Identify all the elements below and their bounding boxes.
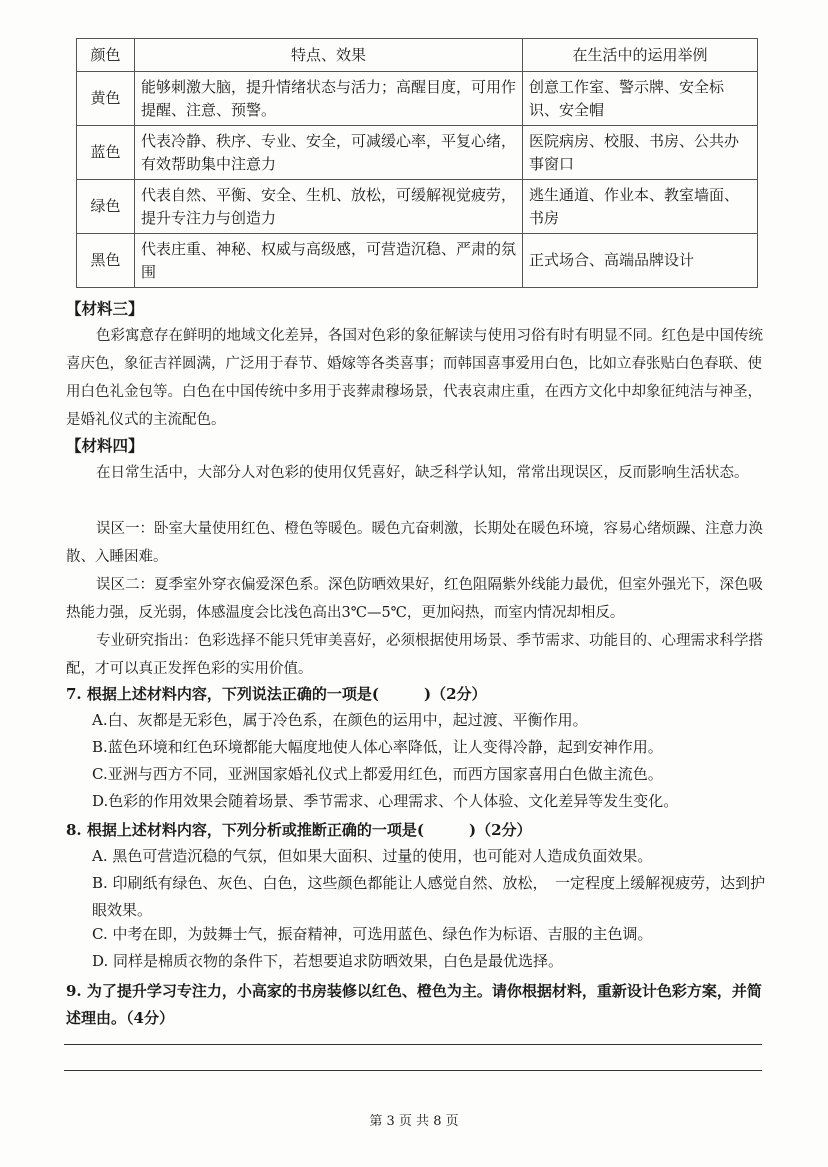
question-7-option-c: C.亚洲与西方不同，亚洲国家婚礼仪式上都爱用红色，而西方国家喜用白色做主流色。 (92, 765, 663, 783)
cell-color: 蓝色 (77, 126, 135, 180)
table-row (77, 72, 758, 126)
color-table (76, 38, 758, 288)
material4-title: 【材料四】 (66, 436, 144, 455)
material4-paragraph: 在日常生活中，大部分人对色彩的使用仅凭喜好，缺乏科学认知，常常出现误区，反而影响生活状态。 (96, 465, 749, 481)
header-effect: 特点、效果 (135, 39, 523, 72)
question-8-option-b: B. 印刷纸有绿色、灰色、白色，这些颜色都能让人感觉自然、放松， 一定程度上缓解视疲劳，达到护眼效果。 (92, 874, 766, 919)
cell-effect: 代表庄重、神秘、权威与高级感，可营造沉稳、严肃的氛围 (135, 234, 523, 288)
cell-effect: 能够刺激大脑，提升情绪状态与活力；高醒目度，可用作提醒、注意、预警。 (135, 72, 523, 126)
material4-paragraph: 误区一：卧室大量使用红色、橙色等暖色。暖色亢奋刺激，长期处在暖色环境，容易心绪烦躁、注意力涣散、入睡困难。 (66, 521, 763, 565)
question-7-option-b: B.蓝色环境和红色环境都能大幅度地使人体心率降低，让人变得冷静，起到安神作用。 (92, 738, 663, 756)
question-7-option-d: D.色彩的作用效果会随着场景、季节需求、心理需求、个人体验、文化差异等发生变化。 (92, 792, 679, 810)
cell-usage: 医院病房、校服、书房、公共办事窗口 (523, 126, 758, 180)
table-row (77, 126, 758, 180)
question-8-option-c: C. 中考在即，为鼓舞士气，振奋精神，可选用蓝色、绿色作为标语、吉服的主色调。 (92, 925, 653, 943)
header-usage: 在生活中的运用举例 (523, 39, 758, 72)
cell-color: 绿色 (77, 180, 135, 234)
material3-title: 【材料三】 (66, 299, 144, 318)
question-7-option-a: A.白、灰都是无彩色，属于冷色系，在颜色的运用中，起过渡、平衡作用。 (92, 711, 588, 729)
question-8-option-d: D. 同样是棉质衣物的条件下，若想要追求防晒效果，白色是最优选择。 (92, 952, 564, 970)
table-row (77, 234, 758, 288)
cell-color: 黑色 (77, 234, 135, 288)
question-7-stem: 7. 根据上述材料内容，下列说法正确的一项是( )（2分） (66, 685, 487, 703)
material4-paragraph: 误区二：夏季室外穿衣偏爱深色系。深色防晒效果好，红色阻隔紫外线能力最优，但室外强光下，深色吸热能力强，反光弱，体感温度会比浅色高出3℃—5℃，更加闷热，而室内情况却相反。 (66, 577, 763, 621)
question-8-option-a: A. 黑色可营造沉稳的气氛，但如果大面积、过量的使用，也可能对人造成负面效果。 (92, 847, 653, 865)
question-8-stem: 8. 根据上述材料内容，下列分析或推断正确的一项是( )（2分） (66, 821, 532, 839)
header-color: 颜色 (77, 39, 135, 72)
material3-text: 色彩寓意存在鲜明的地域文化差异，各国对色彩的象征解读与使用习俗有时有明显不同。红色是中国传统喜庆色，象征吉祥圆满，广泛用于春节、婚嫁等各类喜事；而韩国喜事爱用白色，比如立春张贴白色春联、使用白色礼金包等。白色在中国传统中多用于丧葬肃穆场景，代表哀肃庄重，在西方文化中却象征纯洁与神圣，是婚礼仪式的主流配色。 (66, 328, 763, 428)
cell-usage: 创意工作室、警示牌、安全标识、安全帽 (523, 72, 758, 126)
table-header-row (77, 39, 758, 72)
cell-usage: 正式场合、高端品牌设计 (523, 234, 758, 288)
material4-paragraph: 专业研究指出：色彩选择不能只凭审美喜好，必须根据使用场景、季节需求、功能目的、心理需求科学搭配，才可以真正发挥色彩的实用价值。 (66, 633, 763, 677)
answer-line[interactable] (64, 1070, 762, 1071)
cell-effect: 代表自然、平衡、安全、生机、放松，可缓解视觉疲劳，提升专注力与创造力 (135, 180, 523, 234)
cell-usage: 逃生通道、作业本、教室墙面、书房 (523, 180, 758, 234)
answer-line[interactable] (64, 1044, 762, 1045)
cell-effect: 代表冷静、秩序、专业、安全，可减缓心率，平复心绪，有效帮助集中注意力 (135, 126, 523, 180)
page-footer: 第 3 页 共 8 页 (369, 1114, 459, 1129)
table-row (77, 180, 758, 234)
cell-color: 黄色 (77, 72, 135, 126)
question-9-stem: 9. 为了提升学习专注力，小高家的书房装修以红色、橙色为主。请你根据材料，重新设计色彩方案，并简述理由。（4分） (66, 982, 762, 1027)
